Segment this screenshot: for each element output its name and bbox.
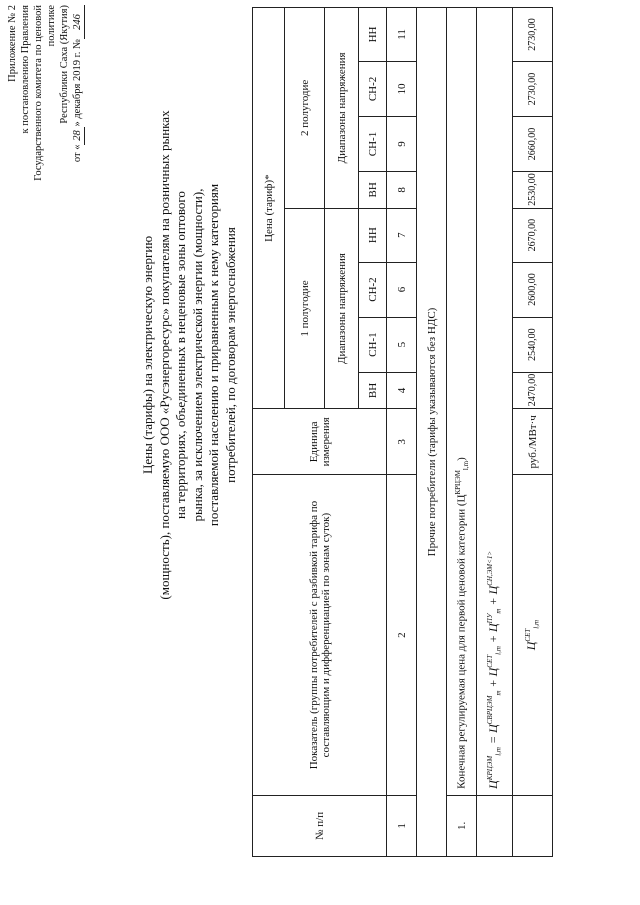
price-cell: 2600,00 xyxy=(513,262,553,317)
row-set-unit: руб./МВт·ч xyxy=(513,409,553,475)
voltage-label: НН xyxy=(359,208,387,262)
decree-number: 246 xyxy=(71,5,85,39)
header-indicator: Показатель (группы потребителей с разбивкой тарифа по составляющим и дифференциацией по зонам суток) xyxy=(253,475,387,796)
voltage-label: ВН xyxy=(359,172,387,209)
table-row xyxy=(513,8,553,857)
voltage-label: СН-2 xyxy=(359,61,387,116)
header-voltage-range: Диапазоны напряжения xyxy=(325,208,359,409)
header-unit: Единица измерения xyxy=(253,409,387,475)
date-day: 28 xyxy=(71,127,85,145)
row-set-label: $Ц^{СЕТ}_{l,m}$ xyxy=(513,475,553,796)
header-voltage-range: Диапазоны напряжения xyxy=(325,8,359,209)
voltage-label: СН-1 xyxy=(359,116,387,171)
appendix-date: от «28» декабря 2019 г. №246 xyxy=(71,5,85,205)
document-title: Цены (тарифы) на электрическую энергию (мощность), поставляемую ООО «Русэнергоресурс» покупателям на розничных рынках на территориях, объединенных в неценовые зоны оптового рынка, за исключением электрической энергии (мощности), поставляемой населению и приравненным к нему категориям потребителей, по договорам энергоснабжения xyxy=(140,110,238,600)
voltage-label: СН-2 xyxy=(359,262,387,317)
appendix-line: Приложение № 2 xyxy=(7,5,18,82)
price-cell: 2470,00 xyxy=(513,372,553,409)
tariff-table xyxy=(252,7,553,857)
row-first-category: Конечная регулируемая цена для первой ценовой категории $(Ц^{КРЦЭМ}_{l,m})$ xyxy=(447,8,477,796)
price-cell: 2730,00 xyxy=(513,8,553,62)
index-row: 1 2 3 4 5 6 7 8 9 10 11 xyxy=(387,8,417,857)
voltage-label: СН-1 xyxy=(359,317,387,372)
appendix-line: к постановлению Правления xyxy=(20,5,31,134)
header-number: № п/п xyxy=(253,795,387,856)
header-half1: 1 полугодие xyxy=(285,208,325,409)
header-half2: 2 полугодие xyxy=(285,8,325,209)
price-cell: 2730,00 xyxy=(513,61,553,116)
price-cell: 2530,00 xyxy=(513,172,553,209)
row-number: 1. xyxy=(447,795,477,856)
price-cell: 2660,00 xyxy=(513,116,553,171)
section-heading: Прочие потребители (тарифы указываются без НДС) xyxy=(417,8,447,857)
header-price: Цена (тариф)* xyxy=(253,8,285,409)
voltage-label: НН xyxy=(359,8,387,62)
price-cell: 2670,00 xyxy=(513,208,553,262)
price-cell: 2540,00 xyxy=(513,317,553,372)
appendix-line: Республики Саха (Якутия) xyxy=(59,5,70,124)
price-formula: $Ц^{КРЦЭМ}_{l,m} = Ц^{СВРЦЭМ}_m + Ц^{СЕТ}_{l,m} + Ц^{ПУ}_m + Ц^{СН,ЭМ<1>}$ xyxy=(477,8,513,796)
appendix-line: Государственного комитета по ценовой политике xyxy=(33,5,57,181)
voltage-label: ВН xyxy=(359,372,387,409)
appendix-header xyxy=(6,5,85,205)
